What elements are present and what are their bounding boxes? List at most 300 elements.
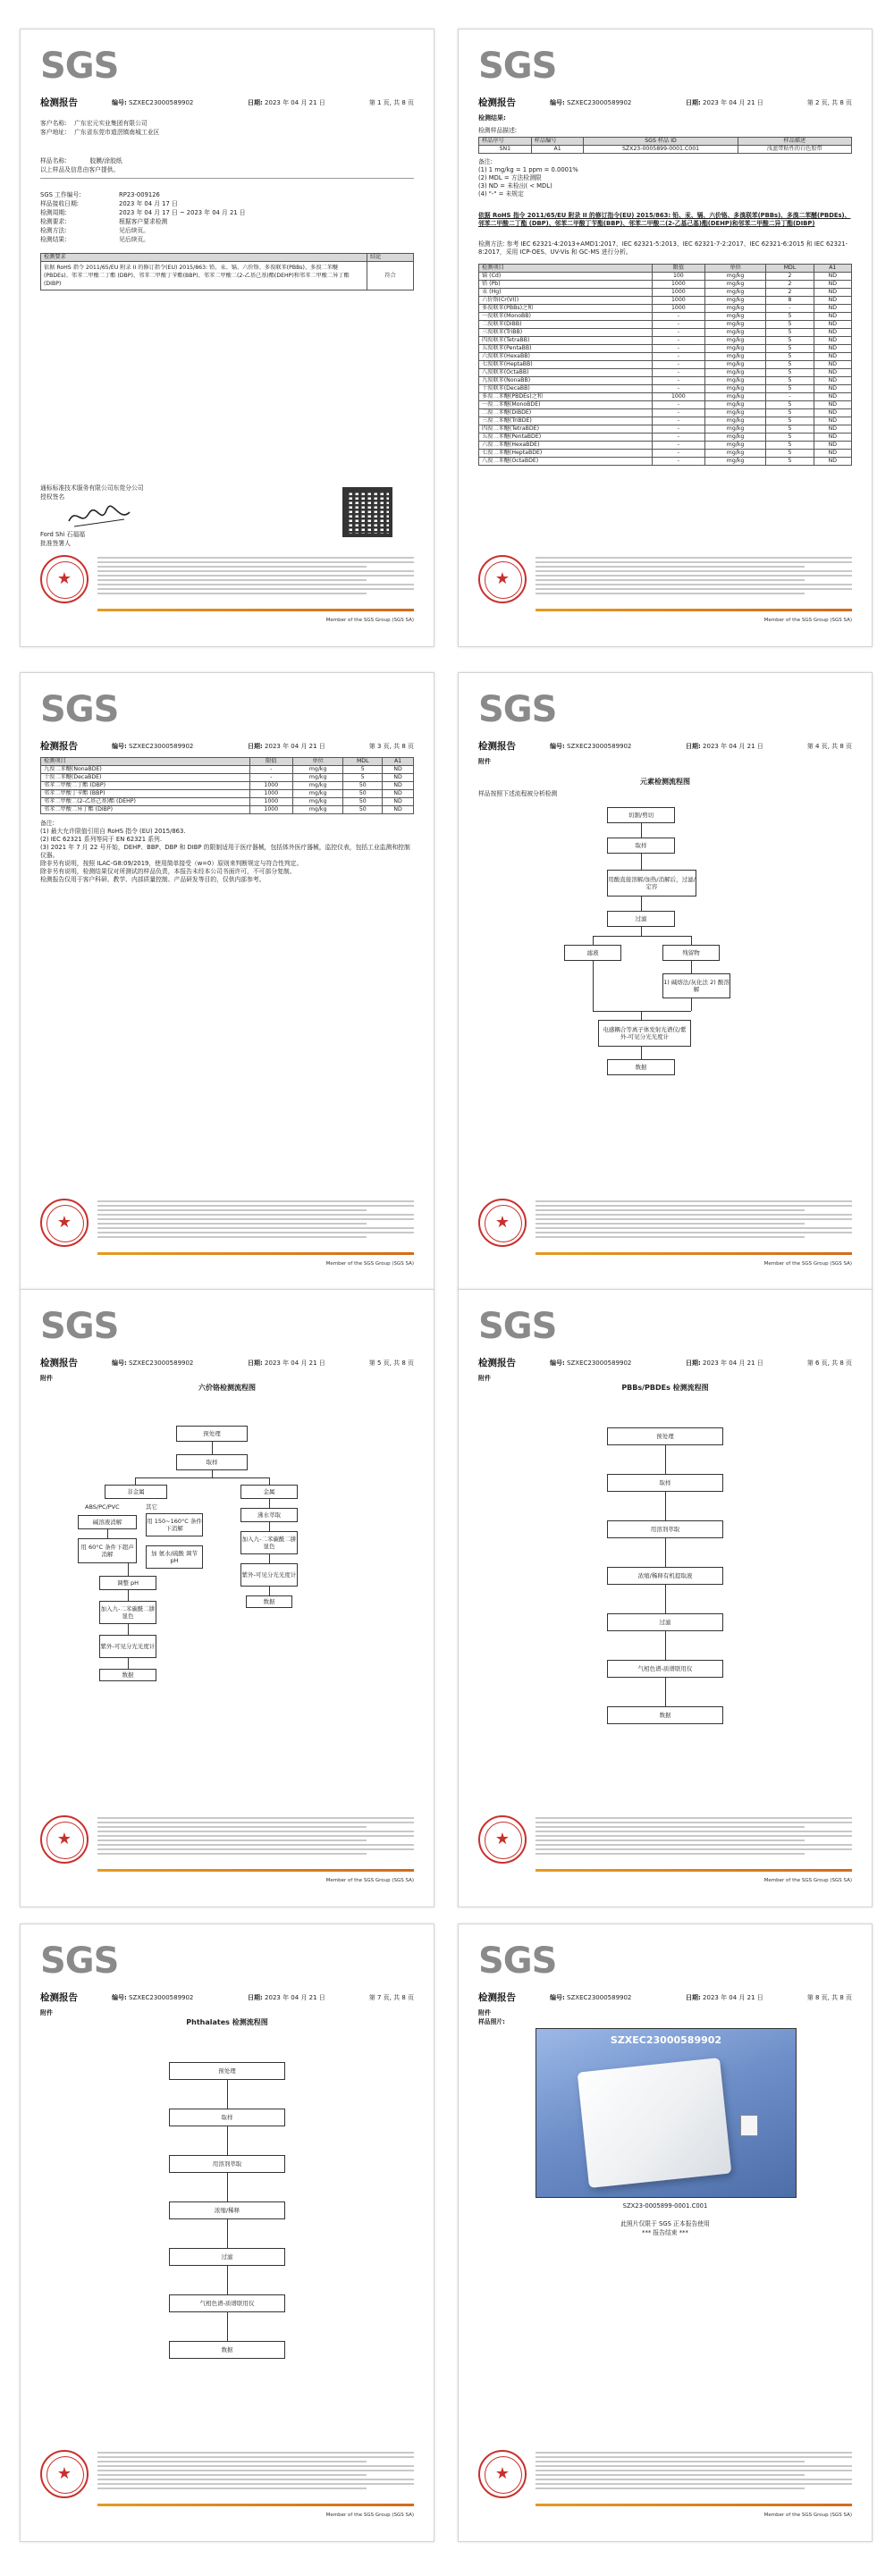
table-row	[479, 289, 852, 297]
value-cell: 1000	[249, 806, 292, 814]
flow-step-adjust-ph: 调整 pH	[99, 1576, 156, 1590]
client-address-label: 客户地址:	[40, 129, 67, 136]
sgs-seal-icon: ★	[40, 555, 89, 603]
flow-step-60c: 用 60°C 条件下超声消解	[78, 1538, 137, 1563]
sgs-logo: SGS	[478, 1940, 557, 1982]
value-cell: ND	[814, 337, 851, 345]
value-cell: mg/kg	[704, 361, 766, 369]
value-cell: -	[652, 385, 704, 393]
test-item-cell: 十溴联苯(DecaBB)	[479, 385, 653, 393]
photo-code: SZXEC23000589902	[610, 2034, 722, 2046]
table-row	[479, 458, 852, 466]
value-cell: 5	[766, 409, 814, 417]
value-cell: ND	[383, 766, 414, 774]
report-title: 检测报告	[40, 97, 78, 108]
sgs-logo: SGS	[478, 46, 557, 87]
flow-step-residue: 残留物	[662, 945, 720, 961]
sample-name: 胶膜/涂胶纸	[89, 157, 122, 164]
tape-sample	[578, 2058, 732, 2188]
test-item-cell: 九溴联苯(NonaBB)	[479, 377, 653, 385]
value-cell: mg/kg	[704, 385, 766, 393]
value-cell: ND	[814, 297, 851, 305]
value-cell: 1000	[652, 289, 704, 297]
sgs-seal-icon: ★	[478, 1815, 527, 1864]
test-item-cell: 三溴联苯(TriBB)	[479, 329, 653, 337]
appendix-label: 附件	[40, 2009, 53, 2016]
value-cell: 5	[766, 401, 814, 409]
value-cell: ND	[814, 401, 851, 409]
test-item-cell: 二溴联苯(DiBB)	[479, 321, 653, 329]
branch-abs: ABS/PC/PVC	[85, 1503, 120, 1511]
value-cell: ND	[814, 377, 851, 385]
table-row	[41, 790, 414, 798]
value-cell: mg/kg	[704, 281, 766, 289]
flowchart-title: 六价铬检测流程图	[198, 1384, 256, 1392]
value-cell: -	[652, 361, 704, 369]
test-item-cell: 五溴二苯醚(PentaBDE)	[479, 434, 653, 442]
value-cell: 5	[766, 442, 814, 450]
test-item-cell: 六溴联苯(HexaBB)	[479, 353, 653, 361]
flow-step-metal: 金属	[240, 1485, 298, 1499]
value-cell: mg/kg	[704, 377, 766, 385]
test-item-cell: 邻苯二甲酸二异丁酯 (DIBP)	[41, 806, 250, 814]
report-no-label: 编号:	[112, 99, 127, 106]
appendix-label: 附件	[478, 2009, 491, 2016]
test-item-cell: 邻苯二甲酸二(2-乙基己基)酯 (DEHP)	[41, 798, 250, 806]
value-cell: -	[652, 409, 704, 417]
sample-desc-title: 检测样品描述:	[478, 127, 518, 134]
photo-sample-id: SZX23-0005899-0001.C001	[622, 2202, 708, 2210]
value-cell: 5	[343, 774, 383, 782]
value-cell: 1000	[249, 790, 292, 798]
value-cell: ND	[814, 321, 851, 329]
report-page-8	[458, 1924, 873, 2542]
value-cell: 5	[766, 417, 814, 425]
table-row	[479, 297, 852, 305]
page-header: 检测报告 编号: SZXEC23000589902 日期: 2023 年 04 月 21 日 第 8 页, 共 8 页	[478, 1992, 852, 2003]
flow-step-gcms: 气相色谱-质谱联用仪	[607, 1660, 723, 1678]
value-cell: ND	[814, 313, 851, 321]
job-field-row	[40, 226, 246, 235]
flow-step-sample: 取样	[169, 2109, 285, 2126]
signer-title: 批准签署人	[40, 540, 71, 547]
value-cell: ND	[814, 450, 851, 458]
flow-step-uv: 紫外-可见分光光度计	[99, 1635, 156, 1658]
test-item-cell: 多溴联苯(PBBs)之和	[479, 305, 653, 313]
value-cell: ND	[814, 361, 851, 369]
sgs-seal-icon: ★	[40, 2450, 89, 2498]
signer-name: Ford Shi 石福福	[40, 531, 86, 538]
value-cell: 5	[766, 458, 814, 466]
value-cell: ND	[383, 782, 414, 790]
report-page-2	[458, 29, 873, 647]
value-cell: mg/kg	[704, 305, 766, 313]
authorized-label: 授权签名	[40, 493, 65, 501]
test-item-cell: 六价铬(Cr(VI))	[479, 297, 653, 305]
table-row	[479, 361, 852, 369]
table-row	[479, 417, 852, 425]
flow-step-sample: 取样	[607, 838, 675, 854]
value-cell: 1000	[652, 281, 704, 289]
sgs-logo: SGS	[478, 689, 557, 730]
results-table-continued: 检测项目 限值 单位 MDL A1 九溴二苯醚(NonaBDE) - mg/kg 5 ND 十溴二苯醚(DecaBDE) - mg/kg 5 ND 邻苯二甲酸二丁酯 (DBP) 1000 mg/kg 50 ND 邻苯二甲酸丁苄酯 (BBP) 1000 mg/kg 50 ND 邻苯二甲酸二(2-乙基己基)酯 (DEHP) 1000 mg/kg 50 ND 邻苯二甲酸二异丁酯 (DIBP) 1000 mg/kg 50 ND	[40, 757, 414, 814]
table-row	[479, 393, 852, 401]
value-cell: 1000	[652, 393, 704, 401]
value-cell: ND	[814, 289, 851, 297]
value-cell: mg/kg	[704, 393, 766, 401]
qr-code	[342, 487, 392, 537]
table-row	[479, 442, 852, 450]
value-cell: ND	[814, 409, 851, 417]
test-item-cell: 汞 (Hg)	[479, 289, 653, 297]
value-cell: -	[652, 401, 704, 409]
sgs-logo: SGS	[40, 689, 119, 730]
job-field-value: 见后续页。	[119, 236, 149, 243]
page-header: 检测报告 编号: SZXEC23000589902 日期: 2023 年 04 月 21 日 第 5 页, 共 8 页	[40, 1358, 414, 1368]
flow-step-150c: 用 150~160°C 条件下消解	[146, 1513, 203, 1536]
value-cell: 5	[343, 766, 383, 774]
flow-connector	[665, 1445, 666, 1474]
page-footer: ★ Member of the SGS Group (SGS SA)	[40, 2450, 414, 2532]
value-cell: 2	[766, 273, 814, 281]
value-cell: mg/kg	[704, 409, 766, 417]
table-row	[479, 321, 852, 329]
value-cell: mg/kg	[704, 289, 766, 297]
value-cell: 5	[766, 434, 814, 442]
sgs-logo: SGS	[40, 1940, 119, 1982]
value-cell: ND	[814, 353, 851, 361]
value-cell: -	[652, 337, 704, 345]
test-item-cell: 七溴二苯醚(HeptaBDE)	[479, 450, 653, 458]
test-item-cell: 五溴联苯(PentaBB)	[479, 345, 653, 353]
value-cell: mg/kg	[292, 774, 342, 782]
flow-step-filter: 过滤	[607, 1613, 723, 1631]
value-cell: 50	[343, 798, 383, 806]
appendix-label: 附件	[40, 1375, 53, 1382]
value-cell: -	[652, 345, 704, 353]
value-cell: ND	[814, 281, 851, 289]
client-name-label: 客户名称:	[40, 120, 67, 127]
sample-photo	[536, 2028, 797, 2198]
value-cell: mg/kg	[704, 458, 766, 466]
notes-block: 备注: (1) 1 mg/kg = 1 ppm = 0.0001% (2) MDL = 方法检测限 (3) ND = 未检出( < MDL) (4) "-" = 未规定	[478, 158, 578, 198]
flow-connector	[227, 2173, 228, 2201]
job-field-row	[40, 199, 246, 208]
summary-requirement: 依据 RoHS 指令 2011/65/EU 附录 II 的修订指令(EU) 2015/863: 铅、汞、镉、六价铬、多溴联苯(PBBs)、多溴二苯醚(PBDEs)、邻苯二甲酸二丁酯 (DBP)、邻苯二甲酸丁苄酯(BBP)、邻苯二甲酸二(2-乙基己基)酯(DEHP)和邻苯二甲酸二异丁酯(DIBP)	[41, 262, 367, 290]
client-address: 广东省东莞市道滘镇南城工业区	[74, 129, 160, 136]
flow-step-sample: 取样	[176, 1454, 248, 1470]
value-cell: 100	[652, 273, 704, 281]
report-page-6	[458, 1289, 873, 1907]
value-cell: mg/kg	[704, 353, 766, 361]
job-fields	[40, 190, 246, 244]
value-cell: 2	[766, 281, 814, 289]
client-name: 广东宏元实业集团有限公司	[74, 120, 148, 127]
value-cell: -	[652, 313, 704, 321]
value-cell: ND	[814, 273, 851, 281]
value-cell: 1000	[652, 297, 704, 305]
value-cell: mg/kg	[292, 806, 342, 814]
report-page-3	[20, 672, 434, 1291]
value-cell: mg/kg	[704, 417, 766, 425]
flow-step-nonmetal: 非金属	[105, 1485, 167, 1499]
page-header: 检测报告 编号: SZXEC23000589902 日期: 2023 年 04 月 21 日 第 6 页, 共 8 页	[478, 1358, 852, 1368]
value-cell: 5	[766, 345, 814, 353]
flow-connector	[227, 2126, 228, 2155]
value-cell: mg/kg	[704, 401, 766, 409]
flow-step-pretreat: 预处理	[169, 2062, 285, 2080]
flow-step-sample: 取样	[607, 1474, 723, 1492]
flowchart-title: Phthalates 检测流程图	[186, 2018, 268, 2026]
client-info-note: 以上样品及信息由客户提供。	[40, 166, 120, 173]
sgs-seal-icon: ★	[478, 555, 527, 603]
flow-step-concentrate: 浓缩/稀释有机提取液	[607, 1567, 723, 1585]
photo-note: 此照片仅限于 SGS 正本报告使用	[620, 2220, 710, 2227]
sample-tag	[740, 2115, 758, 2136]
sgs-logo: SGS	[40, 1306, 119, 1347]
photo-label: 样品照片:	[478, 2018, 505, 2025]
value-cell: -	[652, 377, 704, 385]
test-item-cell: 二溴二苯醚(DiBDE)	[479, 409, 653, 417]
value-cell: 5	[766, 377, 814, 385]
table-row	[41, 806, 414, 814]
report-page-7	[20, 1924, 434, 2542]
job-field-label: 检测结果:	[40, 236, 67, 243]
value-cell: ND	[814, 369, 851, 377]
table-row	[41, 798, 414, 806]
test-item-cell: 四溴二苯醚(TetraBDE)	[479, 425, 653, 434]
flow-step-data: 数据	[607, 1059, 675, 1075]
value-cell: 2	[766, 289, 814, 297]
flow-step-digest: 用酸直接溶解/加热/消解后，过滤/定容	[607, 870, 696, 897]
value-cell: mg/kg	[704, 337, 766, 345]
flow-step-pretreat: 预处理	[607, 1427, 723, 1445]
value-cell: ND	[814, 417, 851, 425]
flow-step-data: 数据	[99, 1669, 156, 1681]
table-row	[479, 434, 852, 442]
value-cell: ND	[383, 798, 414, 806]
test-item-cell: 多溴二苯醚(PBDEs)之和	[479, 393, 653, 401]
footer-stripe	[97, 609, 414, 611]
sgs-logo: SGS	[478, 1306, 557, 1347]
value-cell: 5	[766, 450, 814, 458]
flow-step-concentrate: 浓缩/稀释	[169, 2201, 285, 2219]
value-cell: -	[652, 442, 704, 450]
flow-connector	[665, 1538, 666, 1567]
value-cell: 5	[766, 369, 814, 377]
page-header: 检测报告 编号: SZXEC23000589902 日期: 2023 年 04 月 21 日 第 4 页, 共 8 页	[478, 741, 852, 752]
flow-step-color-metal: 加入九-二苯碳酰二肼显色	[240, 1531, 298, 1554]
flow-connector	[665, 1492, 666, 1520]
appendix-label: 附件	[478, 758, 491, 765]
job-field-value: 2023 年 04 月 17 日	[119, 200, 178, 207]
value-cell: -	[766, 393, 814, 401]
test-item-cell: 一溴联苯(MonoBB)	[479, 313, 653, 321]
value-cell: 1000	[652, 305, 704, 313]
report-page-1	[20, 29, 434, 647]
value-cell: ND	[383, 790, 414, 798]
sgs-seal-icon: ★	[40, 1815, 89, 1864]
value-cell: mg/kg	[704, 297, 766, 305]
branch-other: 其它	[146, 1503, 157, 1511]
table-row	[479, 401, 852, 409]
flow-step-uv-metal: 紫外-可见分光光度计	[240, 1563, 298, 1587]
flowchart-intro: 样品按照下述流程被分析检测	[478, 790, 558, 797]
test-item-cell: 四溴联苯(TetraBB)	[479, 337, 653, 345]
value-cell: ND	[814, 329, 851, 337]
page-header	[40, 96, 414, 110]
flow-step-extract: 用溶剂萃取	[607, 1520, 723, 1538]
table-row	[479, 450, 852, 458]
value-cell: 5	[766, 385, 814, 393]
value-cell: 5	[766, 321, 814, 329]
value-cell: 5	[766, 353, 814, 361]
job-field-label: 检测方法:	[40, 227, 67, 234]
value-cell: -	[652, 434, 704, 442]
value-cell: -	[652, 450, 704, 458]
value-cell: -	[652, 353, 704, 361]
flow-step-filter: 过滤	[169, 2248, 285, 2266]
flow-step-cut: 切割/剪切	[607, 807, 675, 823]
value-cell: mg/kg	[704, 313, 766, 321]
flow-step-pretreat: 预处理	[176, 1426, 248, 1442]
value-cell: 5	[766, 337, 814, 345]
value-cell: ND	[814, 385, 851, 393]
flow-connector	[227, 2266, 228, 2294]
sgs-seal-icon: ★	[478, 2450, 527, 2498]
flow-connector	[665, 1631, 666, 1660]
value-cell: -	[652, 329, 704, 337]
test-item-cell: 十溴二苯醚(DecaBDE)	[41, 774, 250, 782]
flow-step-ph-adjust: 加 氨水/硫酸 调节 pH	[146, 1545, 203, 1569]
flow-step-data: 数据	[169, 2341, 285, 2359]
test-item-cell: 一溴二苯醚(MonoBDE)	[479, 401, 653, 409]
flow-step-alkaline: 碱溶液消解	[78, 1515, 137, 1529]
client-block	[40, 119, 159, 137]
flow-step-gcms: 气相色谱-质谱联用仪	[169, 2294, 285, 2312]
terms-fine-print	[97, 557, 414, 597]
rohs-heading: 依据 RoHS 指令 2011/65/EU 附录 II 的修订指令(EU) 2015/863: 铅、汞、镉、六价铬、多溴联苯(PBBs)、多溴二苯醚(PBDEs)、邻苯二甲酸二丁酯 (DBP)、邻苯二甲酸丁苄酯(BBP)、邻苯二甲酸二(2-乙基己基)酯(DEHP)和邻苯二甲酸二异丁酯(DIBP)	[478, 212, 851, 227]
table-row	[479, 353, 852, 361]
job-field-label: 检测周期:	[40, 209, 67, 216]
value-cell: ND	[814, 305, 851, 313]
value-cell: mg/kg	[704, 345, 766, 353]
flowchart-title: 元素检测流程图	[640, 778, 690, 786]
table-row	[479, 305, 852, 313]
value-cell: 1000	[249, 798, 292, 806]
sample-block	[40, 156, 122, 174]
table-row	[479, 273, 852, 281]
value-cell: mg/kg	[292, 766, 342, 774]
test-item-cell: 镉 (Cd)	[479, 273, 653, 281]
sample-desc-table: 样品序号 样品编号 SGS 样品 ID 样品描述 SN1 A1 SZX23-0005899-0001.C001 浅蓝带粘性的白色胶带	[478, 137, 852, 154]
value-cell: -	[652, 321, 704, 329]
value-cell: 50	[343, 806, 383, 814]
value-cell: ND	[814, 425, 851, 434]
job-field-label: 样品接收日期:	[40, 200, 80, 207]
job-field-value: 2023 年 04 月 17 日 ~ 2023 年 04 月 21 日	[119, 209, 246, 216]
value-cell: 50	[343, 790, 383, 798]
table-row	[41, 766, 414, 774]
value-cell: 5	[766, 425, 814, 434]
value-cell: mg/kg	[704, 369, 766, 377]
company-name: 通标标准技术服务有限公司东莞分公司	[40, 484, 144, 492]
report-end: *** 报告结束 ***	[642, 2229, 688, 2236]
flow-connector	[665, 1678, 666, 1706]
sgs-seal-icon: ★	[478, 1199, 527, 1247]
job-field-row	[40, 208, 246, 217]
value-cell: mg/kg	[704, 273, 766, 281]
value-cell: mg/kg	[704, 329, 766, 337]
page-footer: ★ Member of the SGS Group (SGS SA)	[478, 1815, 852, 1898]
appendix-label: 附件	[478, 1375, 491, 1382]
flow-connector	[227, 2312, 228, 2341]
test-item-cell: 铅 (Pb)	[479, 281, 653, 289]
value-cell: ND	[814, 458, 851, 466]
value-cell: mg/kg	[704, 450, 766, 458]
page-footer: ★ Member of the SGS Group (SGS SA)	[40, 1199, 414, 1281]
table-row	[479, 345, 852, 353]
table-row	[41, 782, 414, 790]
table-row	[479, 369, 852, 377]
value-cell: mg/kg	[704, 425, 766, 434]
page-header: 检测报告 编号: SZXEC23000589902 日期: 2023 年 04 月 21 日 第 2 页, 共 8 页	[478, 97, 852, 108]
test-item-cell: 邻苯二甲酸二丁酯 (DBP)	[41, 782, 250, 790]
method-text: 检测方法: 参考 IEC 62321-4:2013+AMD1:2017、IEC 62321-5:2013、IEC 62321-7-2:2017、IEC 62321-6:2015 和 IEC 62321-8:2017，采用 ICP-OES、UV-Vis 和 GC-MS 进行分析。	[478, 240, 848, 256]
value-cell: 5	[766, 313, 814, 321]
test-item-cell: 六溴二苯醚(HexaBDE)	[479, 442, 653, 450]
job-field-label: 检测要求:	[40, 218, 67, 225]
page-footer: ★ Member of the SGS Group (SGS SA)	[40, 1815, 414, 1898]
report-page-5	[20, 1289, 434, 1907]
report-date: 2023 年 04 月 21 日	[265, 99, 325, 106]
test-item-cell: 七溴联苯(HeptaBB)	[479, 361, 653, 369]
value-cell: 50	[343, 782, 383, 790]
value-cell: -	[652, 369, 704, 377]
test-item-cell: 三溴二苯醚(TriBDE)	[479, 417, 653, 425]
table-row	[479, 329, 852, 337]
flowchart-title: PBBs/PBDEs 检测流程图	[621, 1384, 709, 1392]
table-row	[479, 281, 852, 289]
value-cell: -	[766, 305, 814, 313]
test-item-cell: 八溴二苯醚(OctaBDE)	[479, 458, 653, 466]
value-cell: -	[249, 766, 292, 774]
sample-name-label: 样品名称:	[40, 157, 67, 164]
job-field-value: RP23-009126	[119, 191, 160, 198]
table-row	[479, 337, 852, 345]
test-item-cell: 九溴二苯醚(NonaBDE)	[41, 766, 250, 774]
test-item-cell: 八溴联苯(OctaBB)	[479, 369, 653, 377]
page-footer: ★ Member of the SGS Group (SGS SA)	[478, 555, 852, 637]
value-cell: -	[249, 774, 292, 782]
value-cell: -	[652, 425, 704, 434]
report-page-4	[458, 672, 873, 1291]
sgs-seal-icon: ★	[40, 1199, 89, 1247]
value-cell: -	[652, 458, 704, 466]
value-cell: mg/kg	[292, 782, 342, 790]
value-cell: mg/kg	[704, 442, 766, 450]
value-cell: 5	[766, 361, 814, 369]
notes-block: 备注: (1) 最大允许限值引用自 RoHS 指令 (EU) 2015/863. (2) IEC 62321 系列等同于 EN 62321 系列. (3) 2021 年 7 月 22 号开始，DEHP、BBP、DBP 和 DIBP 的限制适用于医疗器械，包括体外医疗器械，监控仪表，包括工业监测和控制仪器。 除非另有说明，按照 ILAC-G8:09/2019，使用简单接受（w=0）原则来判断规定与符合性判定。 除非另有说明，检测结果仅对所测试的样品负责，本报告未经本公司书面许可，不可部分复制。 检测报告仅用于客户科研、教学、内部质量控制、产品研发等目的，仅供内部参考。	[40, 820, 410, 883]
job-field-value: 根据客户要求检测	[119, 218, 168, 225]
value-cell: 5	[766, 329, 814, 337]
job-field-row	[40, 217, 246, 226]
value-cell: mg/kg	[292, 790, 342, 798]
flow-step-data: 数据	[607, 1706, 723, 1724]
date-label: 日期:	[248, 99, 263, 106]
value-cell: ND	[383, 806, 414, 814]
summary-table: 检测要求 结论 依据 RoHS 指令 2011/65/EU 附录 II 的修订指令(EU) 2015/863: 铅、汞、镉、六价铬、多溴联苯(PBBs)、多溴二苯醚(PBDEs)、邻苯二甲酸二丁酯 (DBP)、邻苯二甲酸丁苄酯(BBP)、邻苯二甲酸二(2-乙基己基)酯(DEHP)和邻苯二甲酸二异丁酯(DIBP) 符合	[40, 253, 414, 290]
